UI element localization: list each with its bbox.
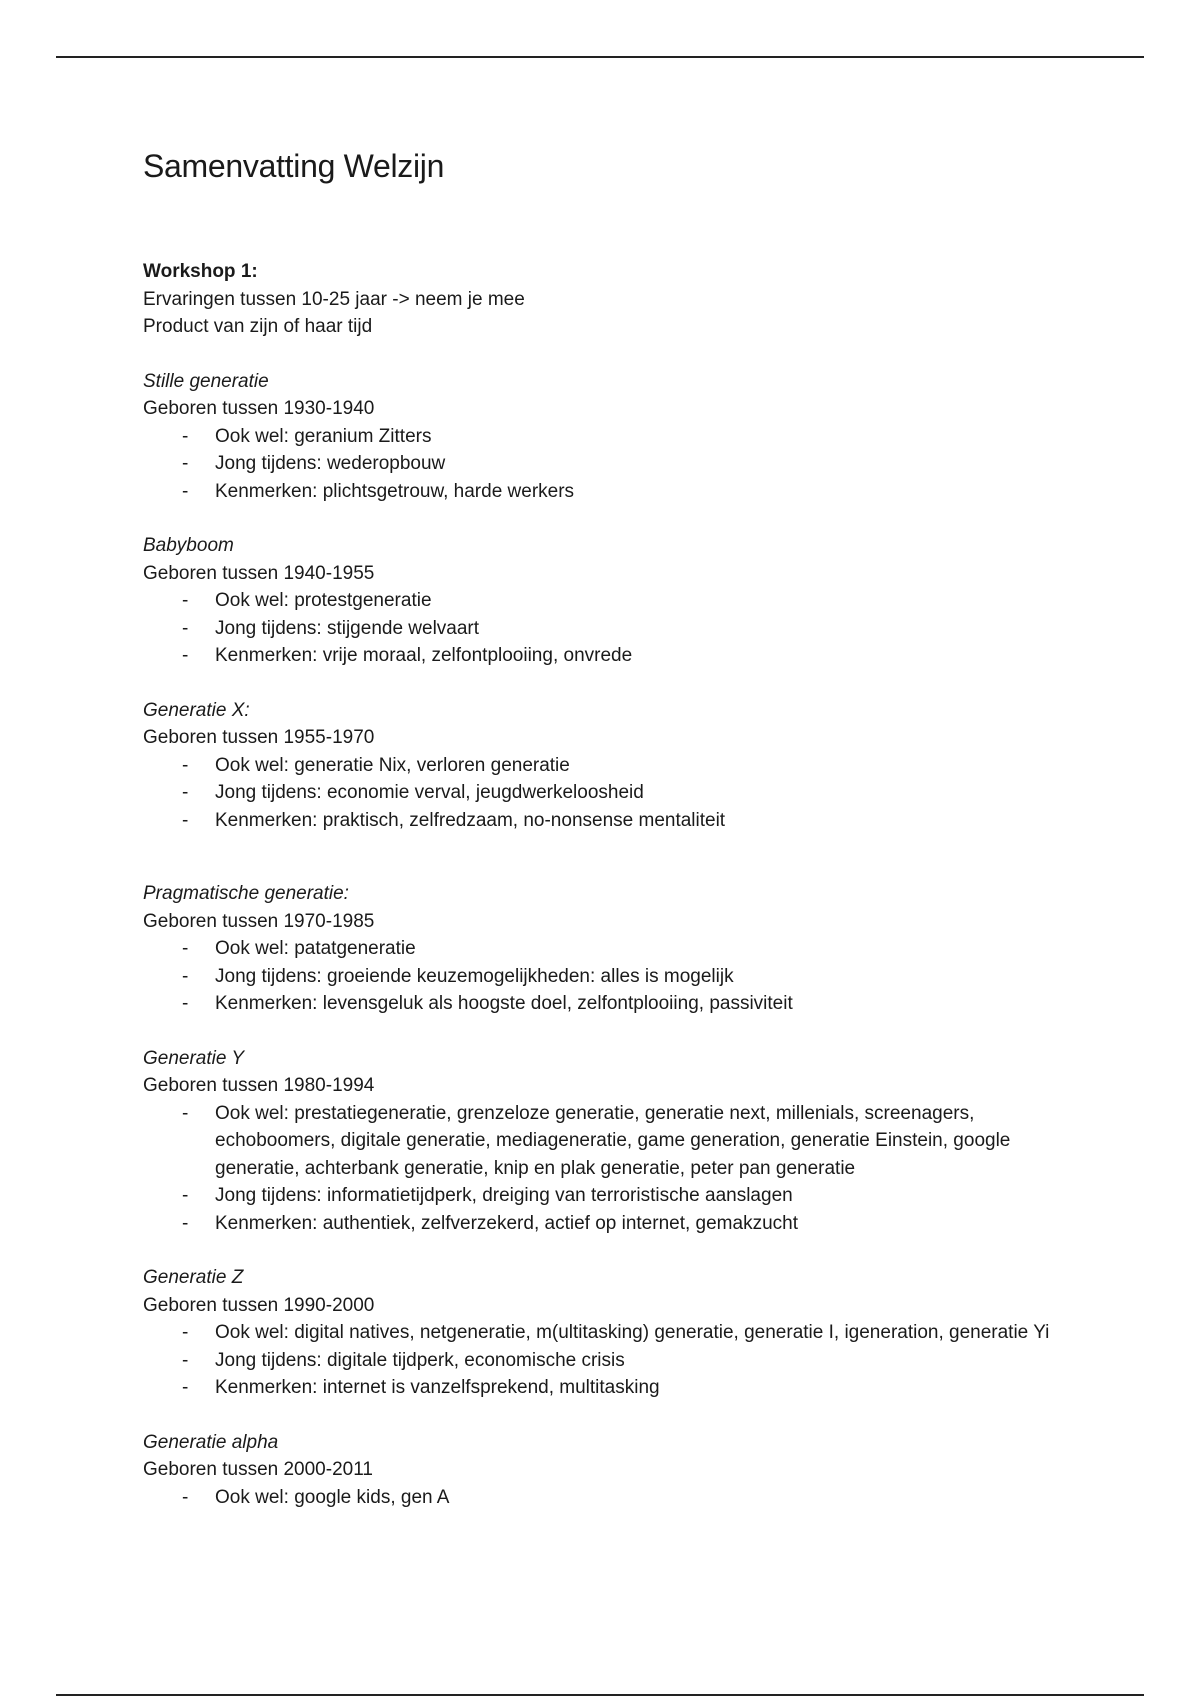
workshop-heading: Workshop 1:	[143, 261, 258, 282]
bullet-dash: -	[182, 480, 189, 502]
list-item: - Ook wel: digital natives, netgeneratie, m(ultitasking) generatie, generatie I, igeneration, generatie Yi	[143, 1319, 1063, 1347]
generation-section	[143, 1045, 1063, 1238]
generation-born: Geboren tussen 1930-1940	[143, 398, 375, 419]
generation-title: Stille generatie	[143, 370, 269, 392]
bullet-dash: -	[182, 1486, 189, 1508]
generation-section	[143, 532, 1063, 670]
list-item: - Ook wel: patatgeneratie	[143, 935, 1063, 963]
list-item: - Kenmerken: authentiek, zelfverzekerd, actief op internet, gemakzucht	[143, 1210, 1063, 1238]
bullet-dash: -	[182, 782, 189, 803]
generation-title: Generatie Z	[143, 1267, 244, 1288]
intro-block	[143, 258, 1063, 341]
generation-list	[143, 423, 1063, 506]
generation-title: Babyboom	[143, 535, 234, 556]
generation-born: Geboren tussen 1970-1985	[143, 910, 375, 932]
generation-section	[143, 697, 1063, 835]
bullet-dash: -	[182, 617, 189, 639]
list-item: - Ook wel: geranium Zitters	[143, 423, 1063, 451]
list-item: - Kenmerken: praktisch, zelfredzaam, no-nonsense mentaliteit	[143, 807, 1063, 835]
bullet-dash: -	[182, 453, 189, 474]
bullet-dash: -	[182, 1322, 189, 1343]
list-item: - Ook wel: generatie Nix, verloren generatie	[143, 752, 1063, 780]
list-item: - Ook wel: google kids, gen A	[143, 1484, 1063, 1512]
generation-section	[143, 880, 1063, 1018]
list-item: - Ook wel: prestatiegeneratie, grenzeloze generatie, generatie next, millenials, screenagers, echoboomers, digitale generatie, mediageneratie, game generation, generatie Einstein, google generatie, achterbank generatie, knip en plak generatie, peter pan generatie	[143, 1100, 1063, 1183]
document-page	[143, 140, 1063, 1511]
page-footer-rule	[56, 1694, 1144, 1696]
bullet-dash: -	[182, 809, 189, 831]
bullet-dash: -	[182, 590, 189, 611]
list-item: - Jong tijdens: groeiende keuzemogelijkheden: alles is mogelijk	[143, 963, 1063, 991]
page-header-rule	[56, 56, 1144, 58]
generation-list	[143, 1100, 1063, 1238]
generation-list	[143, 1319, 1063, 1402]
bullet-dash: -	[182, 965, 189, 987]
generation-list	[143, 935, 1063, 1018]
generation-list	[143, 587, 1063, 670]
bullet-dash: -	[182, 425, 189, 447]
bullet-dash: -	[182, 754, 189, 776]
list-item: - Jong tijdens: economie verval, jeugdwerkeloosheid	[143, 779, 1063, 807]
generation-born: Geboren tussen 1940-1955	[143, 562, 375, 584]
generation-title: Generatie Y	[143, 1047, 245, 1069]
generation-section	[143, 1264, 1063, 1402]
bullet-dash: -	[182, 1185, 189, 1206]
bullet-dash: -	[182, 645, 189, 666]
generation-title: Pragmatische generatie:	[143, 883, 349, 904]
generation-section	[143, 1429, 1063, 1512]
list-item: - Kenmerken: internet is vanzelfsprekend, multitasking	[143, 1374, 1063, 1402]
generation-list	[143, 752, 1063, 835]
list-item: - Kenmerken: levensgeluk als hoogste doel, zelfontplooiing, passiviteit	[143, 990, 1063, 1018]
list-item: - Jong tijdens: wederopbouw	[143, 450, 1063, 478]
bullet-dash: -	[182, 1102, 189, 1124]
intro-line: Product van zijn of haar tijd	[143, 316, 373, 337]
list-item: - Kenmerken: vrije moraal, zelfontplooiing, onvrede	[143, 642, 1063, 670]
bullet-dash: -	[182, 1349, 189, 1371]
document-title: Samenvatting Welzijn	[143, 148, 445, 184]
generation-born: Geboren tussen 2000-2011	[143, 1459, 373, 1480]
list-item: - Jong tijdens: informatietijdperk, dreiging van terroristische aanslagen	[143, 1182, 1063, 1210]
bullet-dash: -	[182, 1212, 189, 1234]
generation-born: Geboren tussen 1955-1970	[143, 727, 375, 748]
bullet-dash: -	[182, 938, 189, 959]
list-item: - Jong tijdens: digitale tijdperk, economische crisis	[143, 1347, 1063, 1375]
list-item: - Ook wel: protestgeneratie	[143, 587, 1063, 615]
list-item: - Kenmerken: plichtsgetrouw, harde werkers	[143, 478, 1063, 506]
bullet-dash: -	[182, 993, 189, 1014]
generation-title: Generatie alpha	[143, 1431, 279, 1453]
list-item: - Jong tijdens: stijgende welvaart	[143, 615, 1063, 643]
generation-list	[143, 1484, 1063, 1512]
intro-line: Ervaringen tussen 10-25 jaar -> neem je mee	[143, 288, 525, 310]
generation-born: Geboren tussen 1990-2000	[143, 1294, 375, 1316]
generation-title: Generatie X:	[143, 699, 250, 721]
bullet-dash: -	[182, 1377, 189, 1398]
generation-born: Geboren tussen 1980-1994	[143, 1075, 375, 1096]
generation-section	[143, 368, 1063, 506]
